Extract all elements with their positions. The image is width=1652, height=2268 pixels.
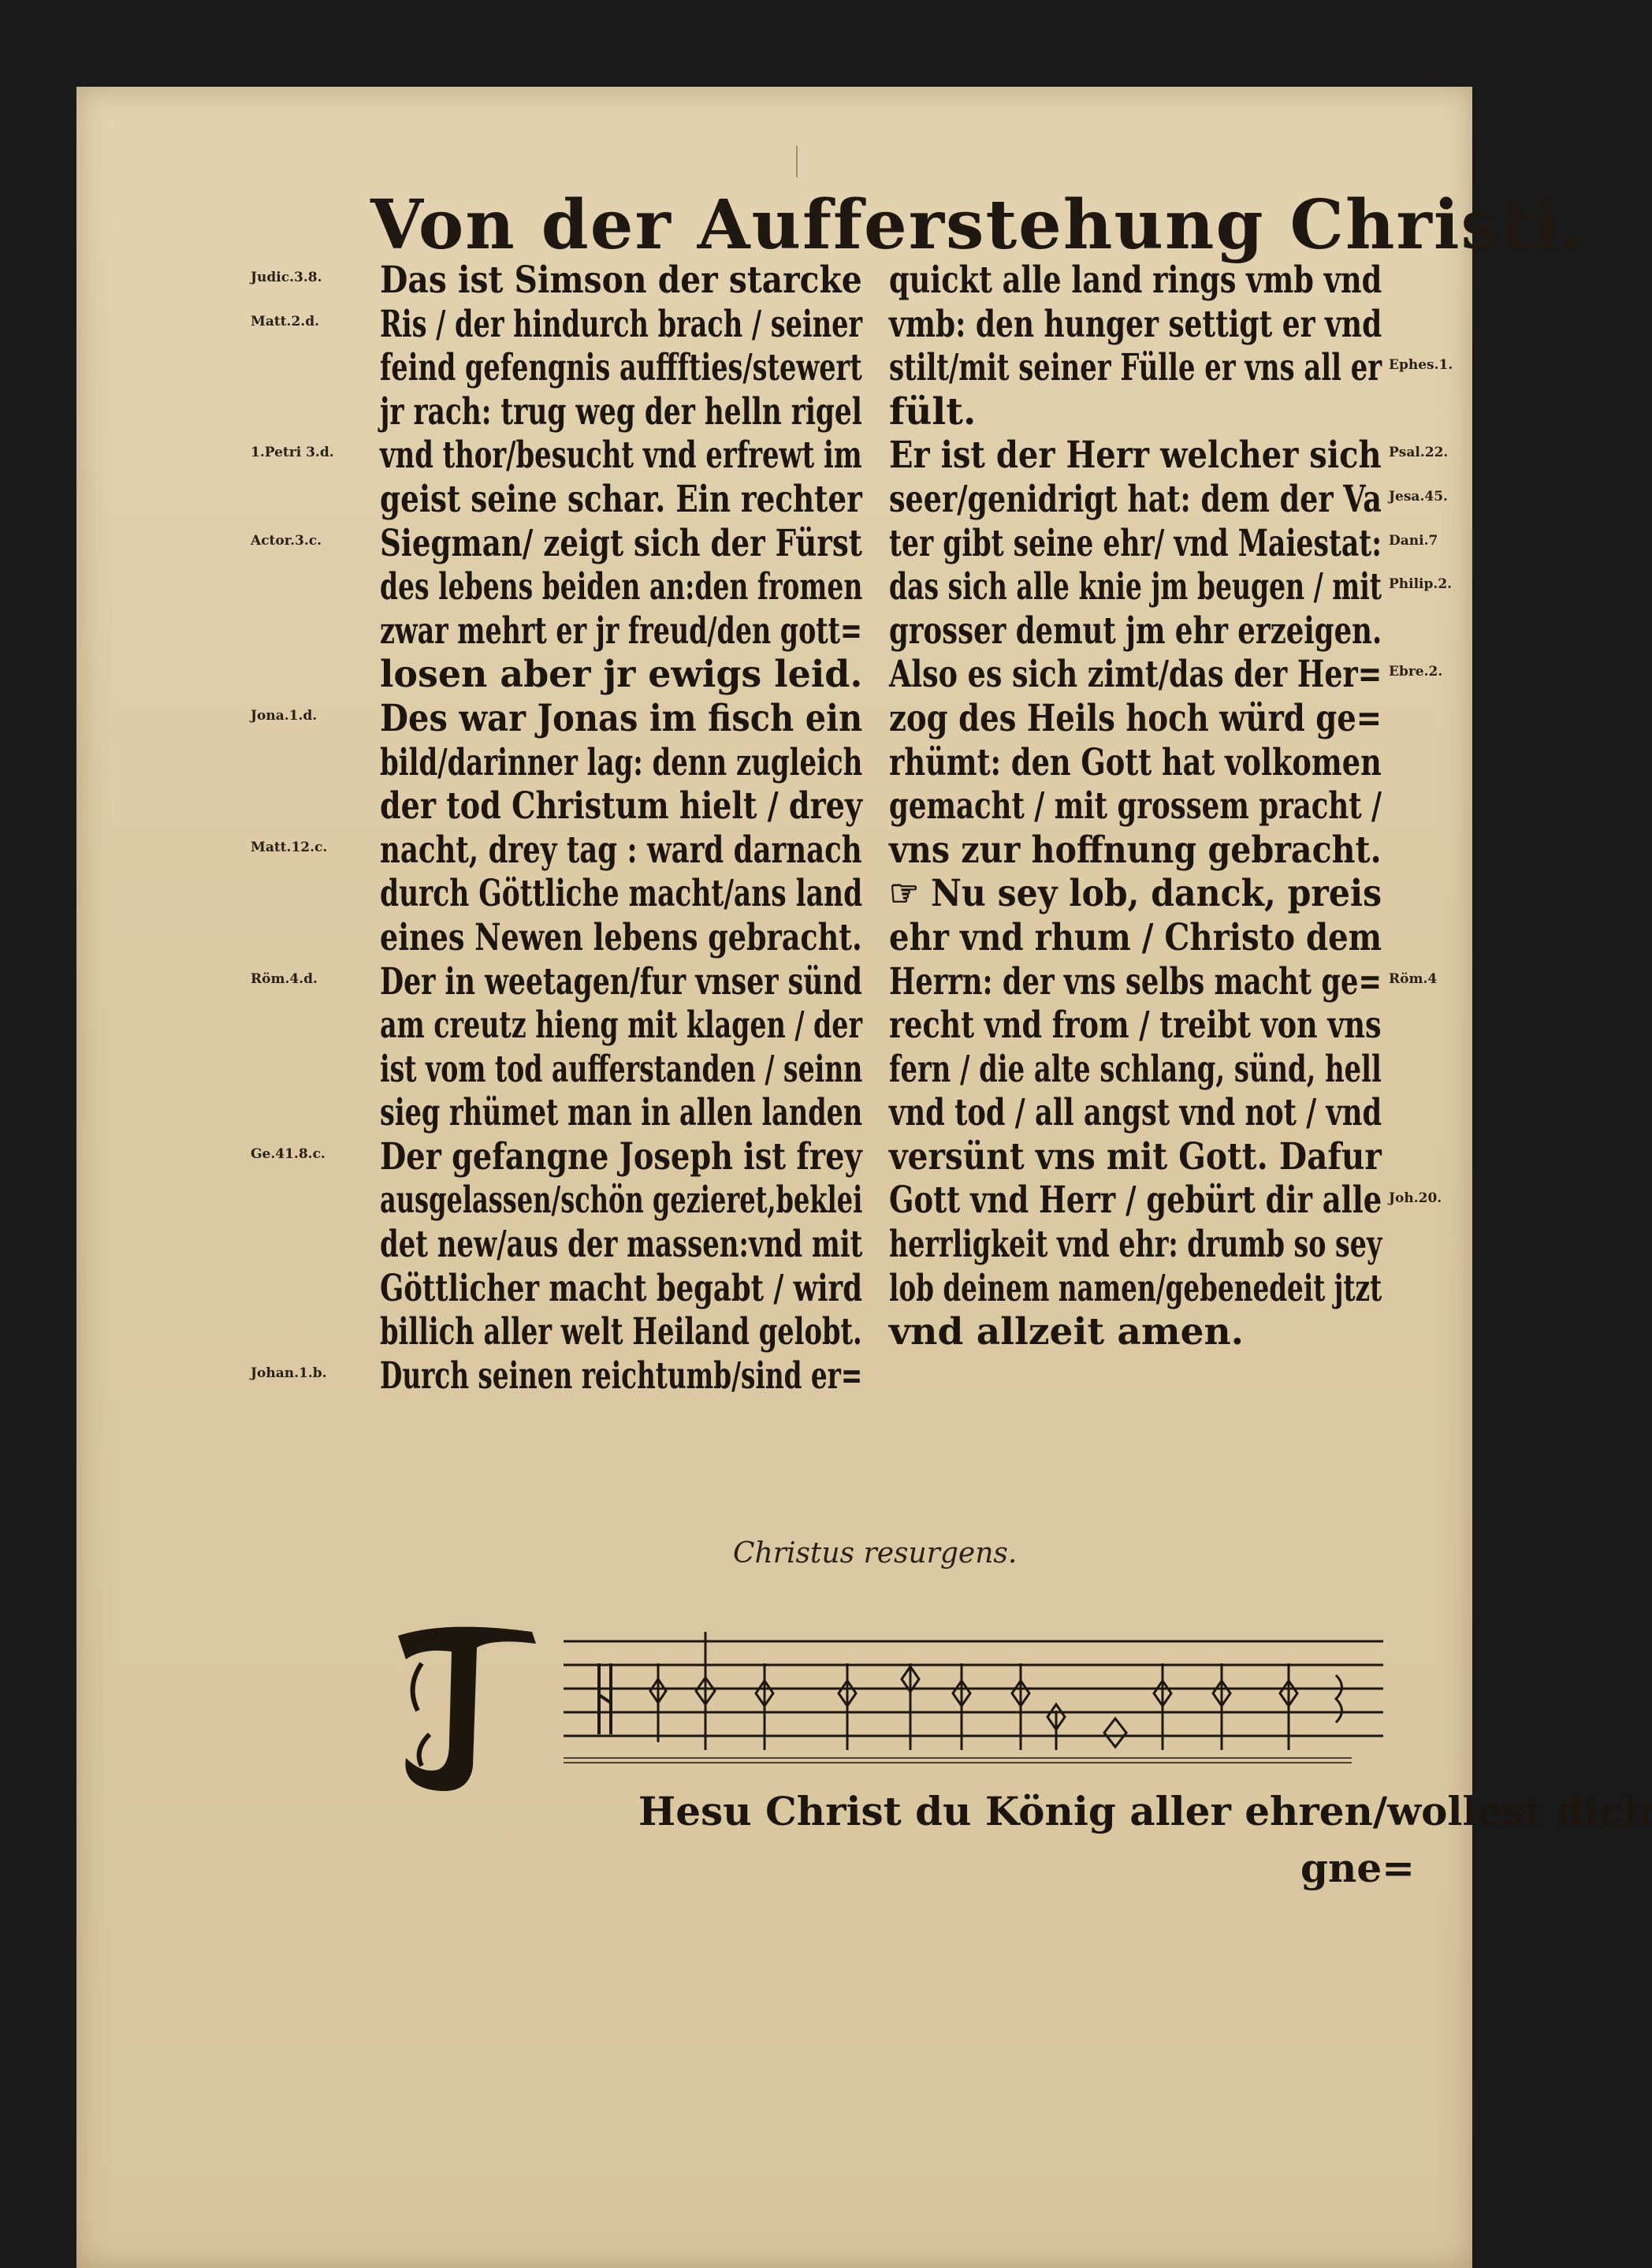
text-line: ter gibt seine ehr/ vnd Maiestat: xyxy=(889,521,1382,565)
right-margin-note: Röm.4 xyxy=(1389,970,1438,987)
text-line: recht vnd from / treibt von vns xyxy=(889,1004,1382,1048)
text-line: feind gefengnis aufffties/stewert xyxy=(380,346,862,390)
right-margin-note: Ebre.2. xyxy=(1389,664,1443,680)
text-line: herrligkeit vnd ehr: drumb so sey xyxy=(889,1223,1382,1267)
text-line: losen aber jr ewigs leid. xyxy=(380,653,863,697)
text-line: jr rach: trug weg der helln rigel xyxy=(380,389,862,434)
text-line: Herrn: der vns selbs macht ge= xyxy=(889,959,1382,1004)
text-line: eines Newen lebens gebracht. xyxy=(380,915,862,959)
text-line: grosser demut jm ehr erzeigen. xyxy=(889,609,1382,653)
right-margin-note: Philip.2. xyxy=(1389,576,1453,593)
lyrics-continuation: gne= xyxy=(1300,1845,1416,1891)
music-staff xyxy=(564,1641,1383,1763)
text-line: Er ist der Herr welcher sich xyxy=(889,434,1382,478)
text-line: versünt vns mit Gott. Dafur xyxy=(889,1134,1382,1179)
text-line: Der gefangne Joseph ist frey xyxy=(380,1134,862,1179)
left-margin-note: Actor.3.c. xyxy=(251,532,322,549)
text-line: vmb: den hunger settigt er vnd xyxy=(889,302,1382,346)
left-margin-note: Matt.12.c. xyxy=(251,839,328,855)
music-notes xyxy=(650,1632,1342,1750)
text-line: Der in weetagen/fur vnser sünd xyxy=(380,959,862,1004)
text-line: fült. xyxy=(889,389,977,434)
left-margin-note: Röm.4.d. xyxy=(251,970,318,987)
left-margin-note: Ge.41.8.c. xyxy=(251,1146,326,1162)
text-line: ist vom tod aufferstanden / seinn xyxy=(380,1047,863,1091)
text-line: vnd thor/besucht vnd erfrewt im xyxy=(380,434,862,478)
left-margin-note: Johan.1.b. xyxy=(251,1365,327,1381)
text-line: billich aller welt Heiland gelobt. xyxy=(380,1310,862,1354)
left-margin-note: Jona.1.d. xyxy=(251,708,318,724)
left-margin-note: Matt.2.d. xyxy=(251,313,320,330)
text-line: seer/genidrigt hat: dem der Va xyxy=(889,477,1382,521)
music-notation xyxy=(374,1616,1399,1805)
page-crease-mark xyxy=(796,146,798,177)
text-line: Also es sich zimt/das der Her= xyxy=(889,653,1382,697)
text-line: fern / die alte schlang, sünd, hell xyxy=(889,1047,1382,1091)
text-line: des lebens beiden an:den fromen xyxy=(380,565,863,609)
text-line: Siegman/ zeigt sich der Fürst xyxy=(380,521,862,565)
text-line: vnd tod / all angst vnd not / vnd xyxy=(889,1091,1382,1135)
right-margin-note: Jesa.45. xyxy=(1389,489,1448,505)
text-line: vns zur hoffnung gebracht. xyxy=(889,828,1382,872)
text-line: zwar mehrt er jr freud/den gott= xyxy=(380,609,862,653)
lyrics-line: Hesu Christ du König aller ehren/wollest dich xyxy=(638,1788,1652,1834)
text-line: durch Göttliche macht/ans land xyxy=(380,872,863,916)
text-line: ausgelassen/schön gezieret,beklei xyxy=(380,1179,863,1223)
clef-icon xyxy=(599,1663,611,1734)
text-line: stilt/mit seiner Fülle er vns all er xyxy=(889,346,1382,390)
text-line: sieg rhümet man in allen landen xyxy=(380,1091,863,1135)
text-line: vnd allzeit amen. xyxy=(889,1310,1245,1354)
text-line: das sich alle knie jm beugen / mit xyxy=(889,565,1382,609)
right-text-column xyxy=(889,259,1393,1354)
text-line: ☞ Nu sey lob, danck, preis xyxy=(889,872,1382,916)
text-line: nacht, drey tag : ward darnach xyxy=(380,828,862,872)
text-line: Ris / der hindurch brach / seiner xyxy=(380,302,863,346)
right-margin-note: Psal.22. xyxy=(1389,445,1449,461)
left-margin-note: Judic.3.8. xyxy=(251,270,322,285)
text-line: quickt alle land rings vmb vnd xyxy=(889,259,1382,302)
right-margin-note: Dani.7 xyxy=(1389,532,1438,549)
text-line: Des war Jonas im fisch ein xyxy=(380,696,863,740)
text-line: am creutz hieng mit klagen / der xyxy=(380,1004,862,1048)
text-line: zog des Heils hoch würd ge= xyxy=(889,696,1382,740)
left-margin-note: 1.Petri 3.d. xyxy=(251,445,334,461)
decorated-initial-letter xyxy=(374,1616,556,1797)
right-margin-note: Ephes.1. xyxy=(1389,357,1453,374)
music-caption: Christus resurgens. xyxy=(733,1537,1018,1570)
text-line: det new/aus der massen:vnd mit xyxy=(380,1223,863,1267)
text-line: der tod Christum hielt / drey xyxy=(380,784,863,829)
text-line: ehr vnd rhum / Christo dem xyxy=(889,915,1382,959)
text-line: geist seine schar. Ein rechter xyxy=(380,477,862,521)
text-line: Göttlicher macht begabt / wird xyxy=(380,1266,862,1310)
text-line: rhümt: den Gott hat volkomen xyxy=(889,740,1382,784)
left-text-column xyxy=(380,259,869,1398)
text-line: Das ist Simson der starcke xyxy=(380,259,862,302)
text-line: Gott vnd Herr / gebürt dir alle xyxy=(889,1179,1382,1223)
right-margin-note: Joh.20. xyxy=(1389,1190,1442,1206)
page-title: Von der Aufferstehung Christi. xyxy=(370,185,1587,265)
text-line: Durch seinen reichtumb/sind er= xyxy=(380,1354,863,1398)
text-line: gemacht / mit grossem pracht / xyxy=(889,784,1382,829)
initial-letter: I xyxy=(477,1704,480,1713)
text-line: lob deinem namen/gebenedeit jtzt xyxy=(889,1266,1382,1310)
text-line: bild/darinner lag: denn zugleich xyxy=(380,740,863,784)
